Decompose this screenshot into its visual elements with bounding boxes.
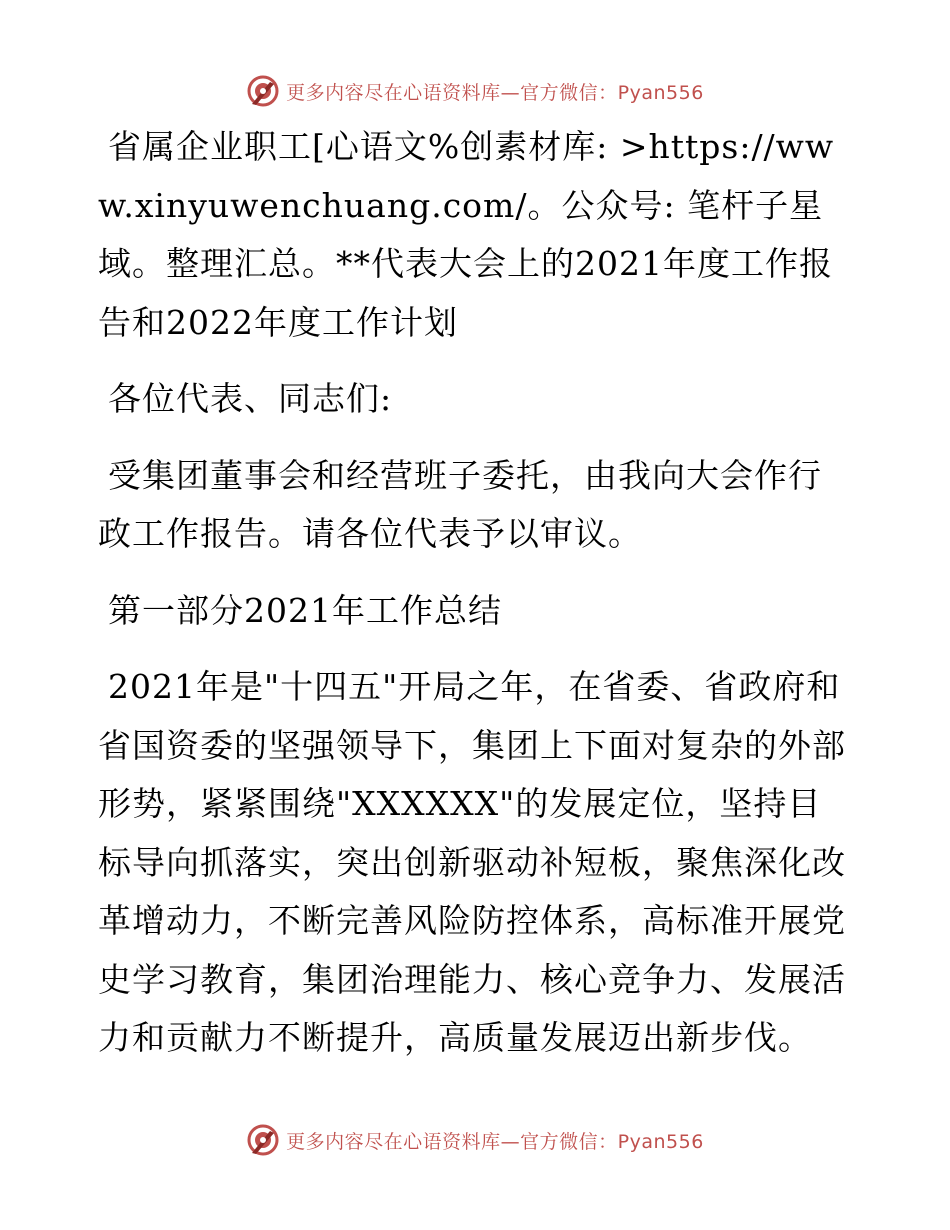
salutation-paragraph: 各位代表、同志们: xyxy=(108,379,393,418)
footer-banner xyxy=(0,1120,950,1160)
summary-paragraph: 2021年是"十四五"开局之年，在省委、省政府和省国资委的坚强领导下，集团上下面对复杂的外部形势，紧紧围绕"XXXXXX"的发展定位，坚持目标导向抓落实，突出创新驱动补短板，聚焦深化改革增动力，不断完善风险防控体系，高标准开展党史学习教育，集团治理能力、核心竞争力、发展活力和贡献力不断提升，高质量发展迈出新步伐。 xyxy=(98,667,846,1057)
footer-banner-text: 更多内容尽在心语资料库—官方微信：Pyan556 xyxy=(286,1130,704,1153)
document-body xyxy=(98,118,850,1086)
quill-seal-icon xyxy=(246,1123,280,1157)
intro-paragraph: 受集团董事会和经营班子委托，由我向大会作行政工作报告。请各位代表予以审议。 xyxy=(98,455,822,553)
section-heading: 第一部分2021年工作总结 xyxy=(108,590,502,630)
header-banner xyxy=(0,71,950,111)
document-title-paragraph: 省属企业职工[心语文%创素材库: >https://www.xinyuwenchuang.com/。公众号: 笔杆子星域。整理汇总。**代表大会上的2021年度工作报告和2022年度工作计划 xyxy=(98,127,835,342)
header-banner-text: 更多内容尽在心语资料库—官方微信：Pyan556 xyxy=(286,81,704,104)
quill-seal-icon xyxy=(246,74,280,108)
